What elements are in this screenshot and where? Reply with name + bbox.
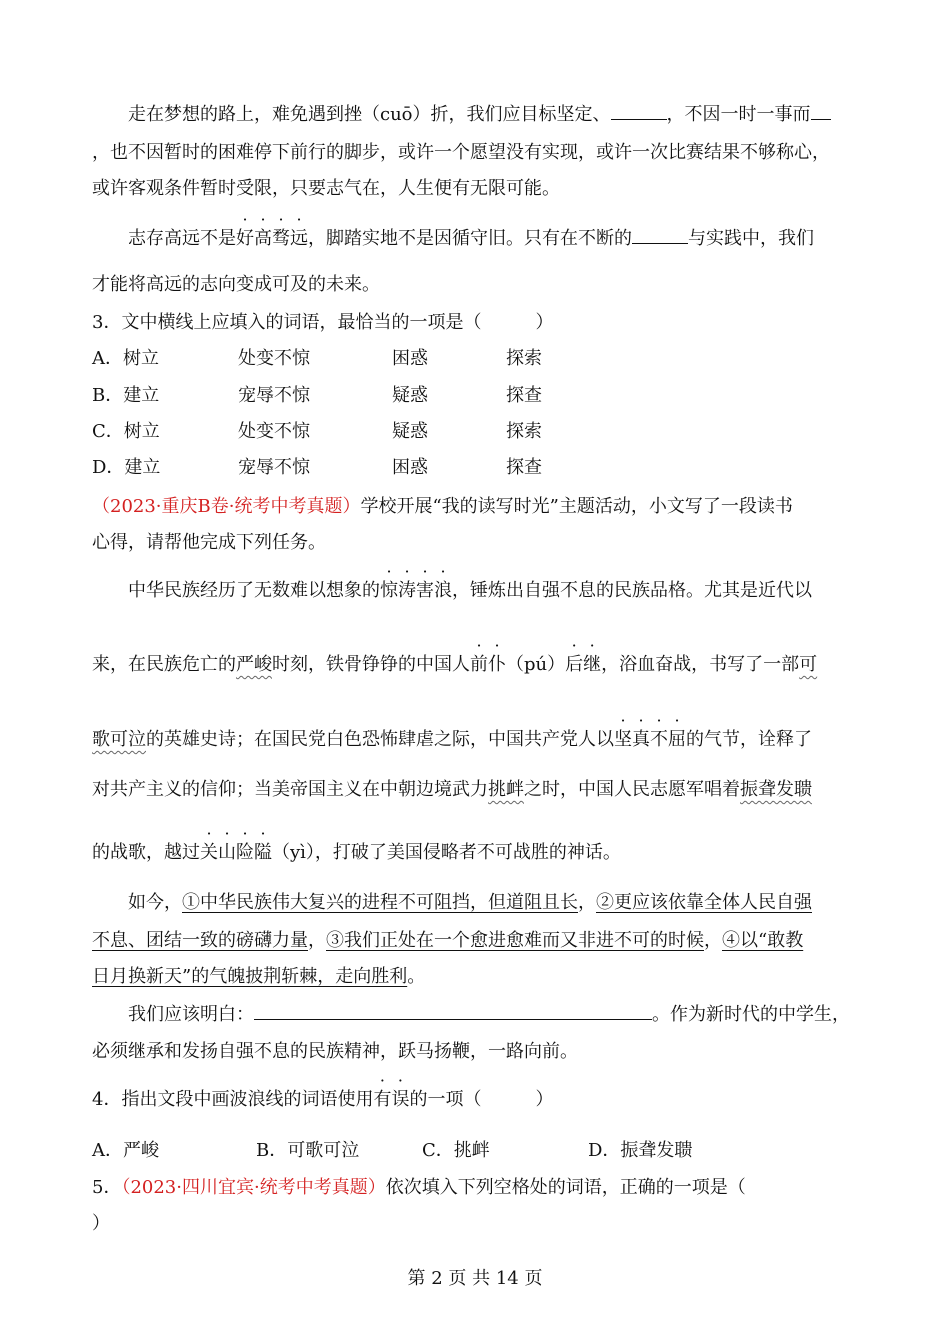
text: 如今， [128, 892, 182, 913]
intro2-line1 [92, 494, 793, 520]
option-c3: 疑惑 [392, 421, 428, 442]
text: 的英雄史诗；在国民党白色恐怖肆虐之际，中国共产党人以 [146, 729, 614, 750]
passage2-line5 [92, 840, 621, 866]
dotted-char: 真 [632, 729, 650, 750]
wavy-word: 振聋发聩 [740, 779, 812, 800]
text: 。作为新时代的中学生， [652, 1004, 850, 1025]
text: 学校开展“我的读写时光”主题活动，小文写了一段读书 [360, 496, 793, 517]
passage1-line3: 或许客观条件暂时受限，只要志气在，人生便有无限可能。 [92, 178, 560, 199]
dotted-char: 隘 [254, 842, 272, 863]
passage1-line1 [128, 101, 831, 128]
dotted-char: 涛 [398, 580, 416, 601]
wavy-word: 歌可泣 [92, 729, 146, 750]
dotted-char: 前 [470, 654, 488, 675]
passage2-line3 [92, 727, 812, 753]
option-c2: 宠辱不惊 [238, 457, 310, 478]
option-c2: 处变不惊 [238, 421, 310, 442]
passage2-line1 [128, 578, 812, 604]
dotted-char: 山 [218, 842, 236, 863]
option-c2: 处变不惊 [238, 348, 310, 369]
option-label: C．树立 [92, 421, 160, 442]
text: 对共产主义的信仰；当美帝国主义在中朝边境武力 [92, 779, 488, 800]
dotted-char: 险 [236, 842, 254, 863]
answer-blank [254, 1001, 652, 1020]
dotted-char: 不 [650, 729, 668, 750]
dotted-char: 害 [416, 580, 434, 601]
passage2-line4 [92, 777, 812, 803]
passage3-line3 [92, 964, 425, 990]
option-c4: 探索 [506, 348, 542, 369]
passage1-line5: 才能将高远的志向变成可及的未来。 [92, 274, 380, 295]
question-number: 5． [92, 1177, 122, 1198]
wavy-word: 可 [799, 654, 818, 675]
dotted-char: 后 [565, 654, 584, 675]
underlined-sentence: ①中华民族伟大复兴的进程不可阻挡，但道阻且长 [182, 892, 578, 913]
text: 志存高远不是 [128, 228, 236, 249]
dotted-char: 仆 [488, 654, 506, 675]
text: ，锤炼出自强不息的民族品格。尤其是近代以 [452, 580, 812, 601]
dotted-char: 有 [373, 1089, 392, 1110]
dotted-char: 好 [236, 228, 254, 249]
dotted-char: 远 [290, 228, 308, 249]
text: 依次填入下列空格处的词语，正确的一项是（ [385, 1177, 746, 1198]
text: （pú） [506, 654, 566, 675]
dotted-char: 继 [583, 654, 602, 675]
option-c3: 困惑 [392, 457, 428, 478]
text: 与实践中，我们 [688, 228, 814, 249]
page-footer: 第 2 页 共 14 页 [407, 1268, 543, 1289]
passage1-line4 [128, 225, 814, 252]
passage1-line2: ，也不因暂时的困难停下前行的脚步，或许一个愿望没有实现，或许一次比赛结果不够称心， [92, 142, 830, 163]
text: 我们应该明白： [128, 1004, 254, 1025]
text: ，脚踏实地不是因循守旧。只有在不断的 [308, 228, 632, 249]
q5-close: ） [92, 1213, 110, 1234]
option-label: B．建立 [92, 385, 160, 406]
passage3-line5: 必须继承和发扬自强不息的民族精神，跃马扬鞭，一路向前。 [92, 1041, 578, 1062]
text: ，不因一时一事而 [666, 104, 811, 125]
option-c4: 探查 [506, 457, 542, 478]
q4-option-a: A．严峻 [92, 1140, 159, 1161]
text: 的气节，诠释了 [686, 729, 812, 750]
text: ， [308, 930, 326, 951]
intro2-line2: 心得，请帮他完成下列任务。 [92, 532, 326, 553]
dotted-char: 高 [254, 228, 272, 249]
text: ， [578, 892, 596, 913]
option-label: A．树立 [92, 348, 159, 369]
q3-stem: 3．文中横线上应填入的词语，最恰当的一项是（ ） [92, 312, 554, 333]
option-c2: 宠辱不惊 [238, 385, 310, 406]
option-c3: 困惑 [392, 348, 428, 369]
blank [632, 225, 688, 244]
dotted-char: 屈 [668, 729, 686, 750]
q4-option-d: D．振聋发聩 [588, 1140, 693, 1161]
blank [811, 101, 831, 120]
dotted-char: 骛 [272, 228, 290, 249]
q4-stem [92, 1087, 553, 1113]
dotted-char: 惊 [380, 580, 398, 601]
text: （yì），打破了美国侵略者不可战胜的神话。 [272, 842, 621, 863]
text: 走在梦想的路上，难免遇到挫（cuō）折，我们应目标坚定、 [128, 104, 611, 125]
wavy-word: 挑衅 [488, 779, 524, 800]
text: 。 [407, 966, 426, 987]
text: 时刻，铁骨铮铮的中国人 [272, 654, 470, 675]
option-label: D．建立 [92, 457, 161, 478]
text: 中华民族经历了无数难以想象的 [128, 580, 380, 601]
source-tag: （2023·四川宜宾·统考中考真题） [121, 1177, 386, 1198]
text: 来，在民族危亡的 [92, 654, 236, 675]
underlined-sentence: ④以“敢教 [722, 930, 804, 951]
passage3-line1 [128, 890, 812, 916]
underlined-sentence: ②更应该依靠全体人民自强 [596, 892, 812, 913]
dotted-char: 坚 [614, 729, 632, 750]
text: 之时，中国人民志愿军唱着 [524, 779, 740, 800]
text: ， [704, 930, 722, 951]
underlined-sentence: 日月换新天”的气魄披荆斩棘，走向胜利 [92, 966, 408, 987]
underlined-sentence: ③我们正处在一个愈进愈难而又非进不可的时候 [326, 930, 704, 951]
dotted-char: 误 [391, 1089, 410, 1110]
text: 的战歌，越过 [92, 842, 200, 863]
passage2-line2 [92, 652, 817, 678]
q5-stem [92, 1175, 746, 1201]
option-c4: 探索 [506, 421, 542, 442]
text: ，浴血奋战，书写了一部 [601, 654, 800, 675]
option-c4: 探查 [506, 385, 542, 406]
text: 4．指出文段中画波浪线的词语使用 [92, 1089, 374, 1110]
wavy-word: 严峻 [236, 654, 272, 675]
option-c3: 疑惑 [392, 385, 428, 406]
passage3-line4 [128, 1001, 850, 1028]
underlined-sentence: 不息、团结一致的磅礴力量 [92, 930, 308, 951]
blank [611, 101, 667, 120]
dotted-char: 浪 [434, 580, 452, 601]
passage3-line2 [92, 928, 803, 954]
q4-option-b: B．可歌可泣 [256, 1140, 360, 1161]
source-tag: （2023·重庆B卷·统考中考真题） [92, 496, 361, 517]
q4-option-c: C．挑衅 [422, 1140, 490, 1161]
text: 的一项（ ） [409, 1089, 554, 1110]
dotted-char: 关 [200, 842, 218, 863]
